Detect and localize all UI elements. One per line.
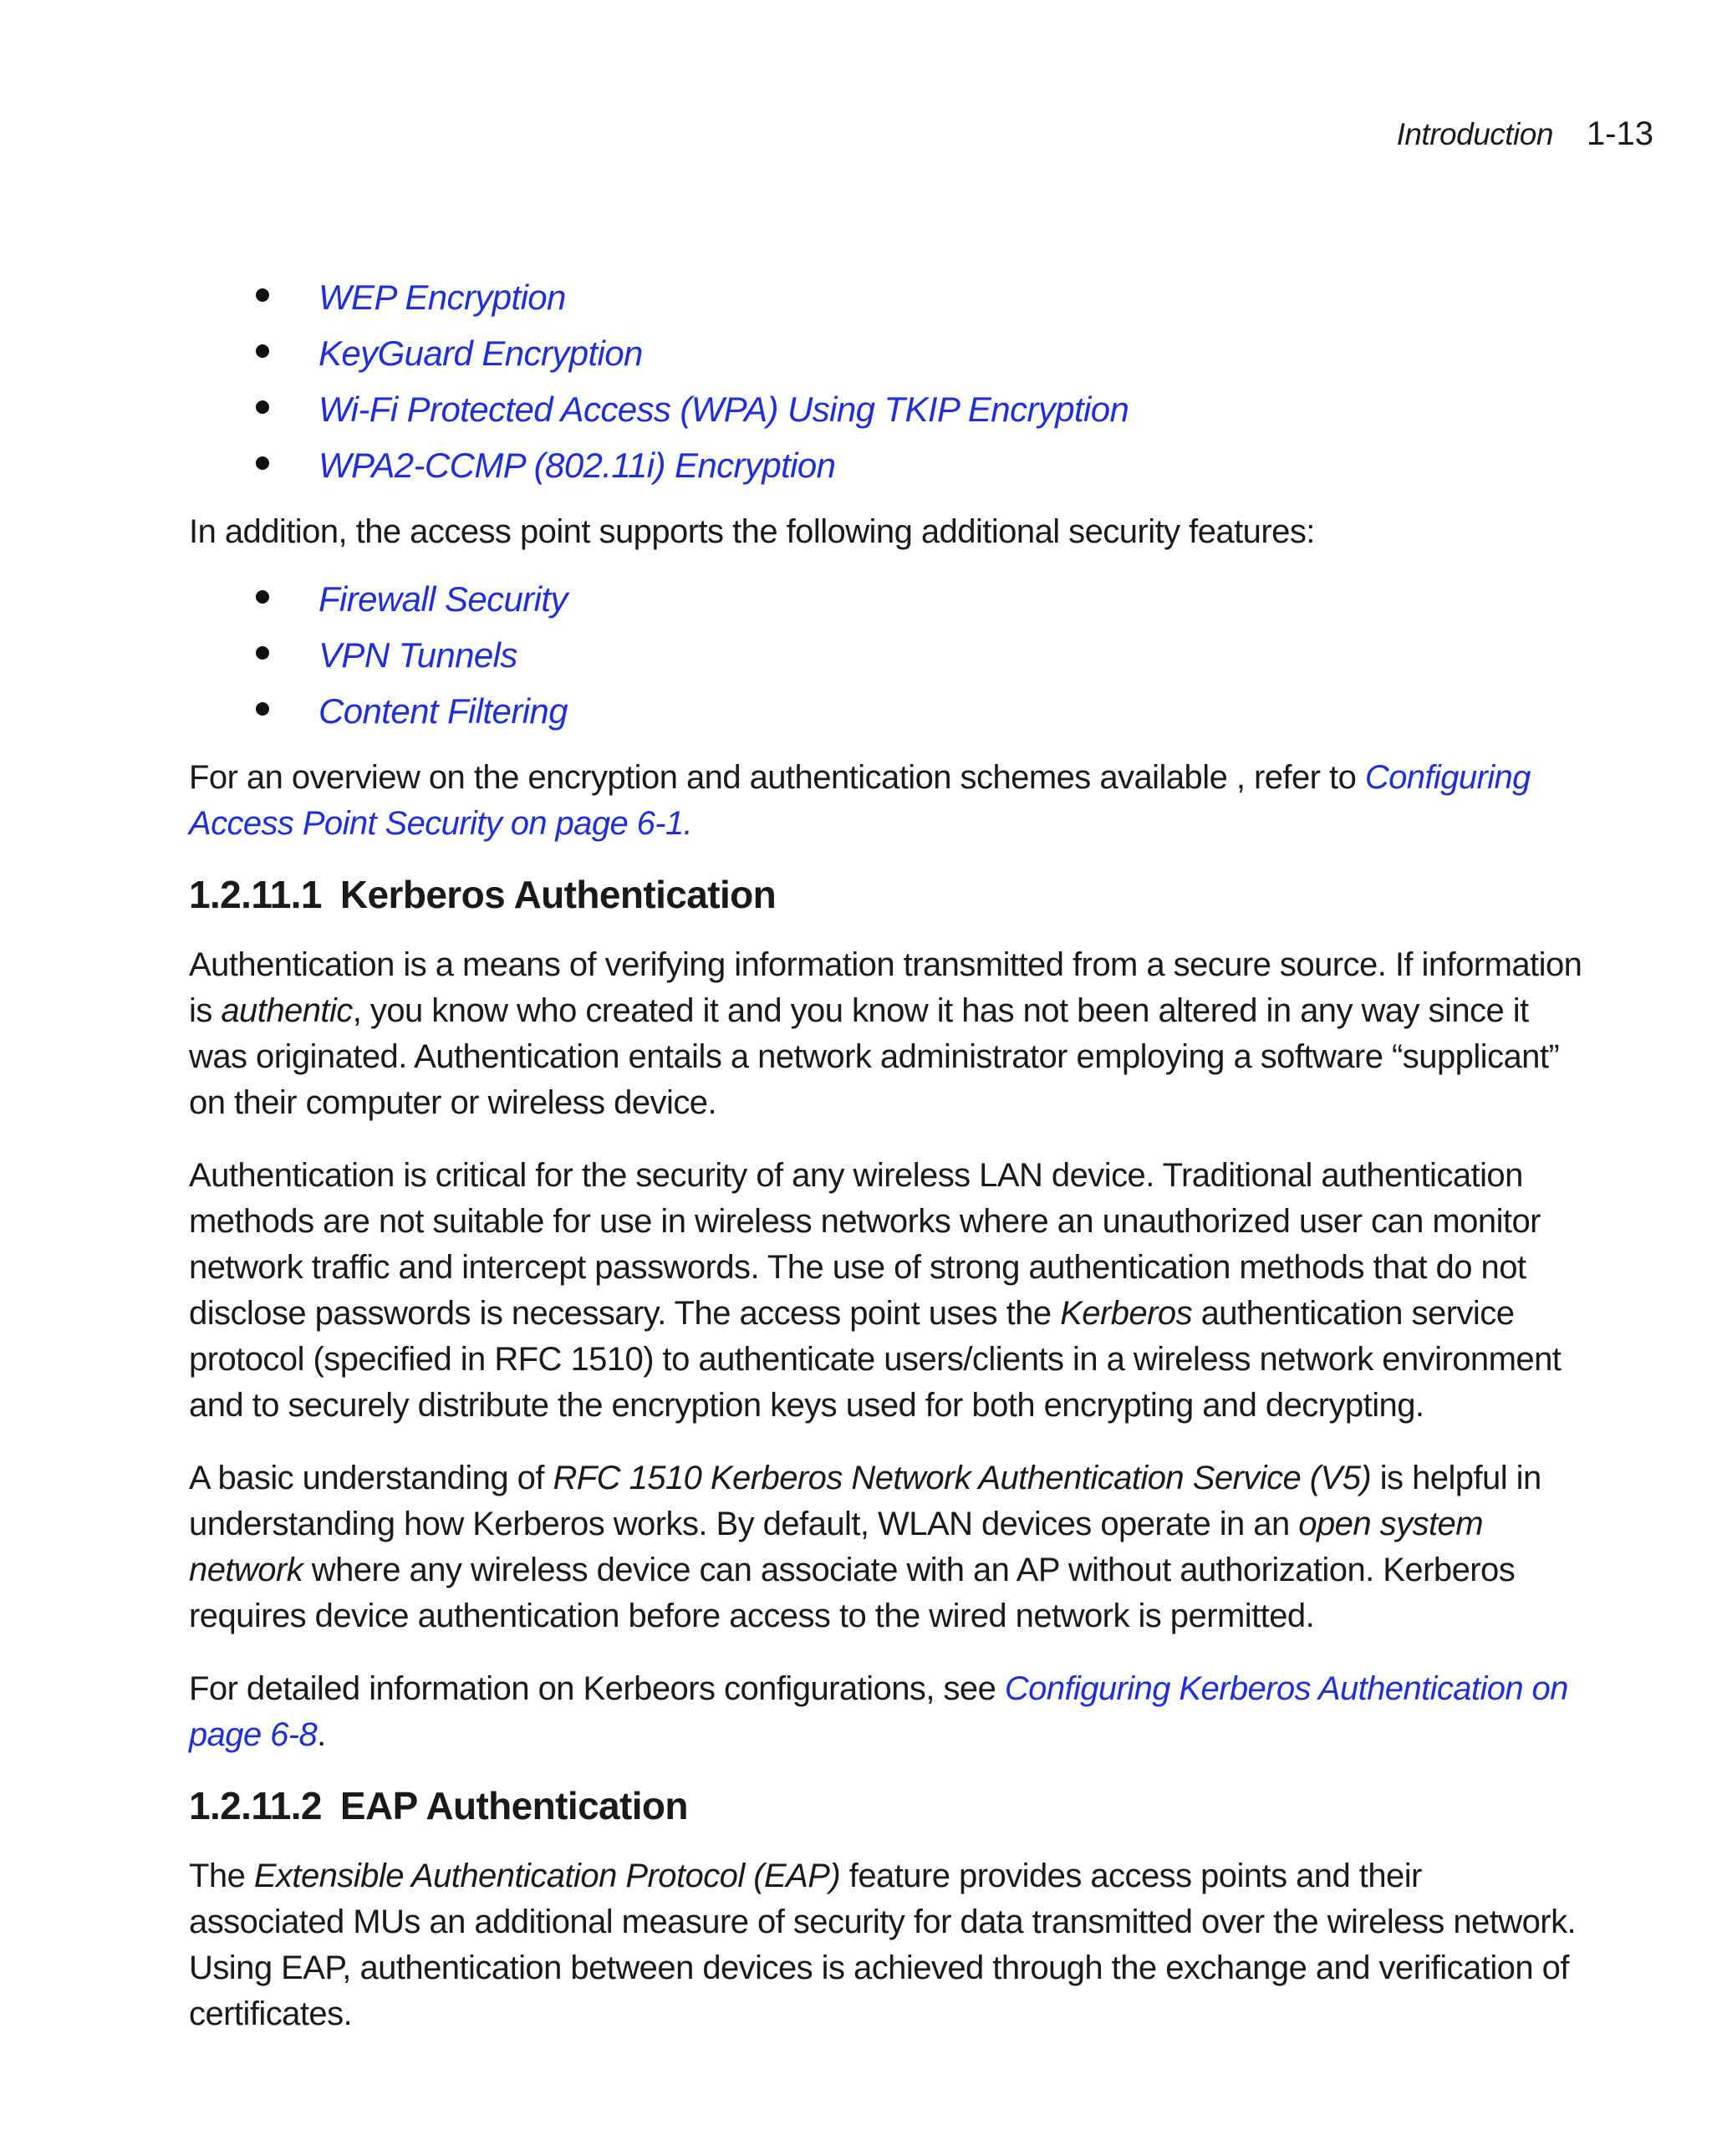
link-wpa-tkip-encryption[interactable]: Wi-Fi Protected Access (WPA) Using TKIP Encryption bbox=[318, 390, 1129, 429]
bullet-icon bbox=[256, 456, 269, 470]
list-item bbox=[189, 683, 1585, 739]
kerberos-paragraph-4 bbox=[189, 1666, 1585, 1758]
eap-paragraph-1 bbox=[189, 1853, 1585, 2037]
text-run: A basic understanding of bbox=[189, 1460, 553, 1496]
kerberos-section-title: Kerberos Authentication bbox=[339, 873, 777, 916]
text-run: authentication service protocol (specified in RFC 1510) to authenticate users/clients in a wireless network environment and to securely distribute the encryption keys used for both encrypting and decrypting. bbox=[189, 1295, 1562, 1424]
list-item bbox=[189, 627, 1585, 683]
running-header-section: Introduction bbox=[1396, 117, 1553, 151]
text-run: The bbox=[189, 1858, 254, 1894]
emphasis: RFC 1510 Kerberos Network Authentication Service (V5) bbox=[553, 1460, 1372, 1496]
kerberos-section-number: 1.2.11.1 bbox=[189, 873, 322, 916]
list-item bbox=[189, 269, 1585, 325]
page-number: 1-13 bbox=[1586, 115, 1653, 152]
bullet-icon bbox=[256, 344, 269, 358]
emphasis: open system network bbox=[189, 1506, 1483, 1588]
link-content-filtering[interactable]: Content Filtering bbox=[318, 691, 568, 731]
eap-heading bbox=[189, 1781, 1585, 1831]
link-configuring-ap-security[interactable]: Configuring Access Point Security on page 6-1. bbox=[189, 759, 1531, 842]
link-keyguard-encryption[interactable]: KeyGuard Encryption bbox=[318, 334, 643, 373]
overview-paragraph bbox=[189, 755, 1585, 847]
link-vpn-tunnels[interactable]: VPN Tunnels bbox=[318, 635, 517, 675]
text-run: Authentication is critical for the security of any wireless LAN device. Traditional authentication methods are not suitable for use in wireless networks where an unauthorized user can monitor network traffic and intercept passwords. The use of strong authentication methods that do not disclose passwords is necessary. The access point uses the bbox=[189, 1157, 1541, 1332]
bullet-icon bbox=[256, 590, 269, 604]
list-item bbox=[189, 437, 1585, 493]
emphasis: Extensible Authentication Protocol (EAP) bbox=[253, 1858, 841, 1894]
text-run: where any wireless device can associate with an AP without authorization. Kerberos requires device authentication before access to the wired network is permitted. bbox=[189, 1552, 1516, 1634]
kerberos-paragraph-3 bbox=[189, 1455, 1585, 1639]
security-bullet-list bbox=[189, 269, 1585, 493]
link-wpa2-ccmp-encryption[interactable]: WPA2-CCMP (802.11i) Encryption bbox=[318, 446, 836, 485]
list-item bbox=[189, 325, 1585, 381]
text-run: is helpful in understanding how Kerberos works. By default, WLAN devices operate in an bbox=[189, 1460, 1541, 1542]
text-run: feature provides access points and their associated MUs an additional measure of security for data transmitted over the wireless network. Using EAP, authentication between devices is achieved through the exchange and verification of certificates. bbox=[189, 1858, 1577, 2032]
page-content bbox=[189, 269, 1585, 2037]
emphasis: Kerberos bbox=[1060, 1295, 1193, 1332]
link-firewall-security[interactable]: Firewall Security bbox=[318, 579, 568, 619]
text-run: For detailed information on Kerbeors configurations, see bbox=[189, 1670, 1005, 1707]
kerberos-paragraph-2 bbox=[189, 1153, 1585, 1429]
list-item bbox=[189, 381, 1585, 437]
emphasis: authentic bbox=[221, 992, 353, 1029]
additional-features-intro: In addition, the access point supports the following additional security features: bbox=[189, 513, 1315, 550]
overview-text: For an overview on the encryption and authentication schemes available , refer to bbox=[189, 759, 1365, 796]
bullet-icon bbox=[256, 288, 269, 302]
link-configuring-kerberos[interactable]: Configuring Kerberos Authentication on page 6-8 bbox=[189, 1670, 1568, 1753]
running-header bbox=[1397, 115, 1653, 153]
text-run: , you know who created it and you know it has not been altered in any way since it was originated. Authentication entails a network administrator employing a software “supplicant” on their computer or wireless device. bbox=[189, 992, 1560, 1121]
bullet-icon bbox=[256, 702, 269, 716]
bullet-icon bbox=[256, 646, 269, 660]
text-run: Authentication is a means of verifying information transmitted from a secure source. If information is bbox=[189, 946, 1582, 1029]
bullet-icon bbox=[256, 400, 269, 414]
kerberos-heading bbox=[189, 869, 1585, 920]
eap-section-number: 1.2.11.2 bbox=[189, 1784, 322, 1827]
list-item bbox=[189, 571, 1585, 627]
eap-section-title: EAP Authentication bbox=[339, 1784, 688, 1827]
kerberos-paragraph-1 bbox=[189, 942, 1585, 1126]
additional-bullet-list bbox=[189, 571, 1585, 739]
link-wep-encryption[interactable]: WEP Encryption bbox=[318, 278, 566, 317]
text-run: . bbox=[317, 1716, 326, 1753]
